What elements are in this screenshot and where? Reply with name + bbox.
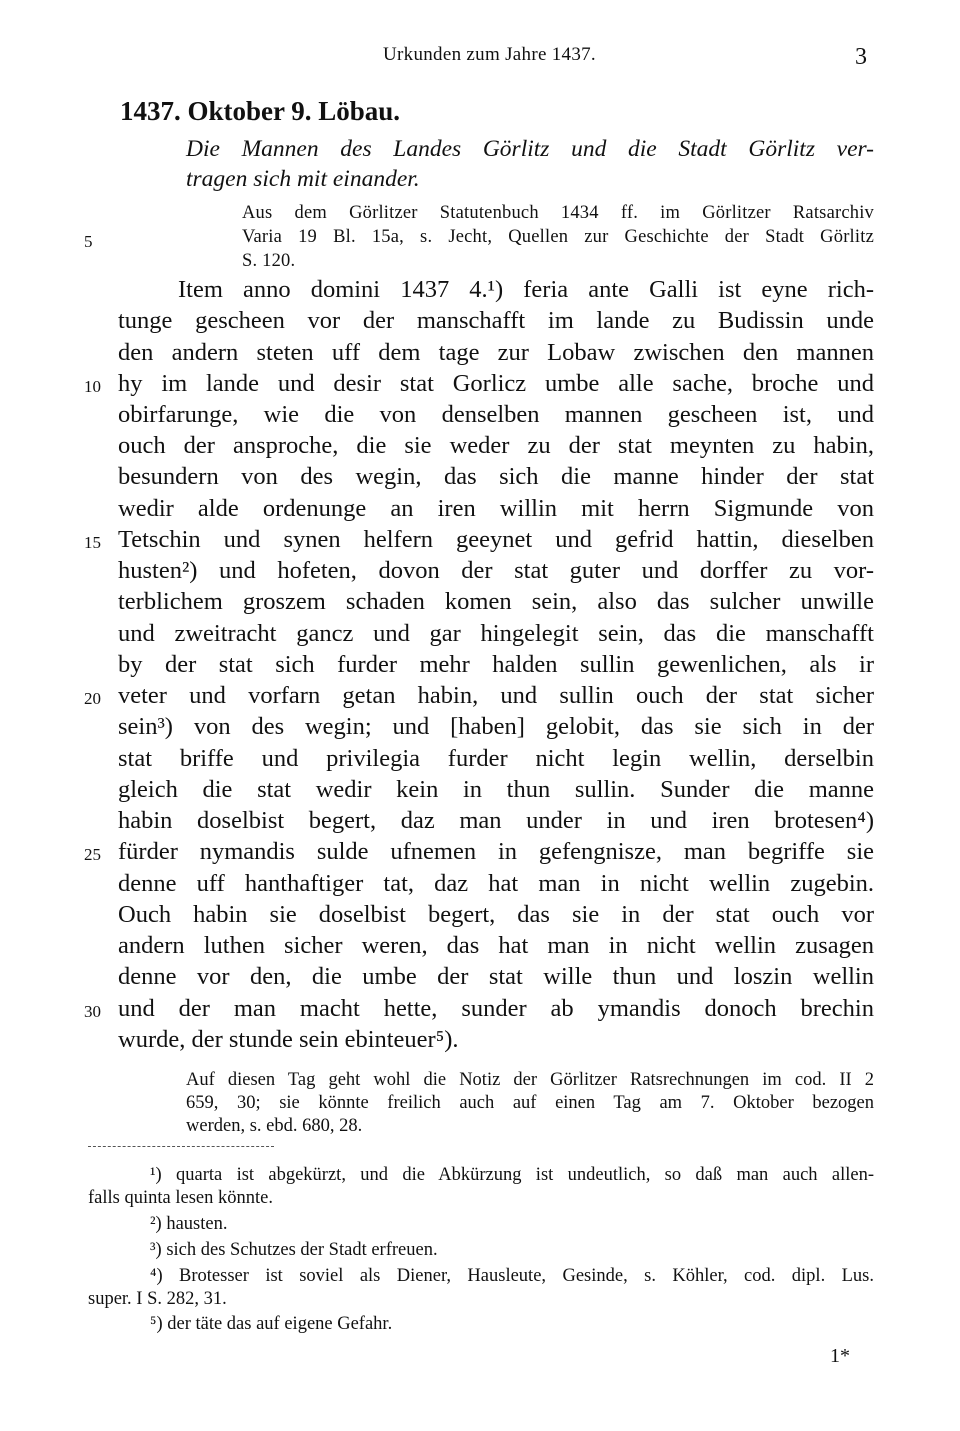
text-line: wurde, der stunde sein ebinteuer⁵).: [118, 1026, 459, 1053]
text-line: Ouch habin sie doselbist begert, das sie in der stat ouch vor: [118, 901, 874, 928]
note-line: 659, 30; sie könnte freilich auch auf einen Tag am 7. Oktober bezogen: [186, 1093, 874, 1113]
text-line: sein³) von des wegin; und [haben] gelobit, das sie sich in der: [118, 713, 874, 740]
source-line: Aus dem Görlitzer Statutenbuch 1434 ff. im Görlitzer Ratsarchiv: [242, 203, 874, 223]
text-line: veter und vorfarn getan habin, und sullin ouch der stat sicher: [118, 682, 874, 709]
text-line: ouch der ansproche, die sie weder zu der stat meynten zu habin,: [118, 432, 874, 459]
text-line: denne uff hanthaftiger tat, daz hat man in nicht wellin zugebin.: [118, 870, 874, 897]
footnote-separator: [88, 1146, 274, 1147]
text-line: husten²) und hofeten, dovon der stat guter und dorffer zu vor-: [118, 557, 874, 584]
line-number: 5: [84, 232, 93, 251]
text-line: und der man macht hette, sunder ab ymandis donoch brechin: [118, 995, 874, 1022]
source-line: S. 120.: [242, 251, 296, 271]
date-heading: 1437. Oktober 9. Löbau.: [120, 96, 401, 126]
note-line: werden, s. ebd. 680, 28.: [186, 1116, 363, 1136]
page-number: 3: [855, 44, 867, 70]
text-line: andern luthen sicher weren, das hat man in nicht wellin zusagen: [118, 932, 874, 959]
text-line: tunge gescheen vor der manschafft im lande zu Budissin unde: [118, 307, 874, 334]
text-line: habin doselbist begert, daz man under in und iren brotesen⁴): [118, 807, 874, 834]
summary-line: Die Mannen des Landes Görlitz und die Stadt Görlitz ver-: [186, 136, 874, 162]
text-line: hy im lande und desir stat Gorlicz umbe alle sache, broche und: [118, 370, 874, 397]
note-line: Auf diesen Tag geht wohl die Notiz der Görlitzer Ratsrechnungen im cod. II 2: [186, 1070, 874, 1090]
line-number: 25: [84, 845, 101, 864]
line-number: 20: [84, 689, 101, 708]
text-line: stat briffe und privilegia furder nicht legin wellin, derselbin: [118, 745, 874, 772]
summary-line: tragen sich mit einander.: [186, 166, 420, 192]
text-line: besundern von des wegin, das sich die manne hinder der stat: [118, 463, 874, 490]
text-line: terblichem groszem schaden komen sein, also das sulcher unwille: [118, 588, 874, 615]
source-line: Varia 19 Bl. 15a, s. Jecht, Quellen zur Geschichte der Stadt Görlitz: [242, 227, 874, 247]
running-head: Urkunden zum Jahre 1437.: [383, 44, 596, 65]
footnote: ⁴) Brotesser ist soviel als Diener, Hausleute, Gesinde, s. Köhler, cod. dipl. Lus.: [150, 1266, 874, 1286]
footnote: ¹) quarta ist abgekürzt, und die Abkürzung ist undeutlich, so daß man auch allen-: [150, 1165, 874, 1185]
text-line: den andern steten uff dem tage zur Lobaw zwischen den mannen: [118, 339, 874, 366]
text-line: wedir alde ordenunge an iren willin mit herrn Sigmunde von: [118, 495, 874, 522]
text-line: denne vor den, die umbe der stat wille thun und loszin wellin: [118, 963, 874, 990]
text-line: Tetschin und synen helfern geeynet und gefrid hattin, dieselben: [118, 526, 874, 553]
text-line: obirfarunge, wie die von denselben mannen gescheen ist, und: [118, 401, 874, 428]
line-number: 10: [84, 377, 101, 396]
text-line: Item anno domini 1437 4.¹) feria ante Galli ist eyne rich-: [178, 276, 874, 303]
footnote: ³) sich des Schutzes der Stadt erfreuen.: [150, 1240, 438, 1260]
text-line: fürder nymandis sulde ufnemen in gefengnisze, man begriffe sie: [118, 838, 874, 865]
text-line: und zweitracht gancz und gar hingelegit sein, das die manschafft: [118, 620, 874, 647]
footnote: super. I S. 282, 31.: [88, 1289, 227, 1309]
text-line: gleich die stat wedir kein in thun sullin. Sunder die manne: [118, 776, 874, 803]
signature-mark: 1*: [830, 1345, 850, 1367]
text-line: by der stat sich furder mehr halden sullin gewenlichen, als ir: [118, 651, 874, 678]
line-number: 15: [84, 533, 101, 552]
footnote: ²) hausten.: [150, 1214, 228, 1234]
line-number: 30: [84, 1002, 101, 1021]
footnote: ⁵) der täte das auf eigene Gefahr.: [150, 1314, 393, 1334]
footnote: falls quinta lesen könnte.: [88, 1188, 273, 1208]
